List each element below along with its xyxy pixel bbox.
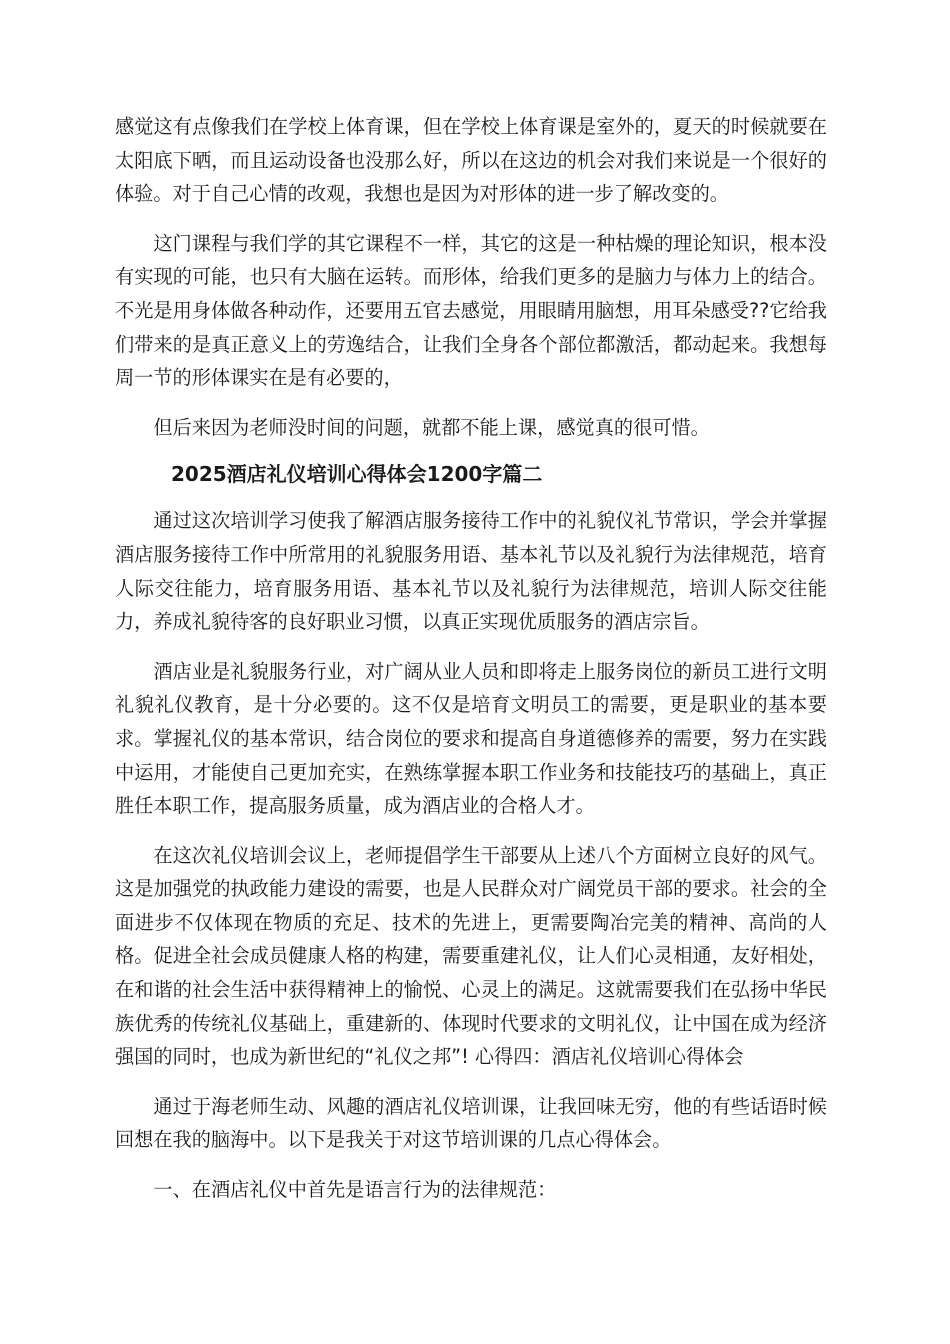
document-page [115,110,827,1207]
paragraph-course-comparison: 这门课程与我们学的其它课程不一样，其它的这是一种枯燥的理论知识，根本没有实现的可能，也只有大脑在运转。而形体，给我们更多的是脑力与体力上的结合。不光是用身体做各种动作，还要用五官去感觉，用眼睛用脑想，用耳朵感受??它给我们带来的是真正意义上的劳逸结合，让我们全身各个部位都激活，都动起来。我想每周一节的形体课实在是有必要的， [115,231,827,390]
paragraph-teacher-course: 通过于海老师生动、风趣的酒店礼仪培训课，让我回味无穷，他的有些话语时候回想在我的脑海中。以下是我关于对这节培训课的几点心得体会。 [115,1094,827,1152]
paragraph-hotel-industry: 酒店业是礼貌服务行业，对广阔从业人员和即将走上服务岗位的新员工进行文明礼貌礼仪教育，是十分必要的。这不仅是培育文明员工的需要，更是职业的基本要求。掌握礼仪的基本常识，结合岗位的要求和提高自身道德修养的需要，努力在实践中运用，才能使自己更加充实，在熟练掌握本职工作业务和技能技巧的基础上，真正胜任本职工作，提高服务质量，成为酒店业的合格人才。 [115,659,827,818]
paragraph-point-one: 一、在酒店礼仪中首先是语言行为的法律规范： [153,1178,557,1202]
paragraph-regret: 但后来因为老师没时间的问题，就都不能上课，感觉真的很可惜。 [153,415,710,439]
section-heading: 2025酒店礼仪培训心得体会1200字篇二 [171,462,543,487]
paragraph-training-summary: 通过这次培训学习使我了解酒店服务接待工作中的礼貌仪礼节常识，学会并掌握酒店服务接待工作中所常用的礼貌服务用语、基本礼节以及礼貌行为法律规范，培育人际交往能力，培育服务用语、基本礼节以及礼貌行为法律规范，培训人际交往能力，养成礼貌待客的良好职业习惯，以真正实现优质服务的酒店宗旨。 [115,509,827,634]
paragraph-intro: 感觉这有点像我们在学校上体育课，但在学校上体育课是室外的，夏天的时候就要在太阳底下晒，而且运动设备也没那么好，所以在这边的机会对我们来说是一个很好的体验。对于自己心情的改观，我想也是因为对形体的进一步了解改变的。 [115,115,827,206]
paragraph-etiquette-meeting: 在这次礼仪培训会议上，老师提倡学生干部要从上述八个方面树立良好的风气。这是加强党的执政能力建设的需要，也是人民群众对广阔党员干部的要求。社会的全面进步不仅体现在物质的充足、技术的先进上，更需要陶冶完美的精神、高尚的人格。促进全社会成员健康人格的构建，需要重建礼仪，让人们心灵相通，友好相处，在和谐的社会生活中获得精神上的愉悦、心灵上的满足。这就需要我们在弘扬中华民族优秀的传统礼仪基础上，重建新的、体现时代要求的文明礼仪，让中国在成为经济强国的同时，也成为新世纪的“礼仪之邦”! 心得四：酒店礼仪培训心得体会 [115,843,827,1069]
